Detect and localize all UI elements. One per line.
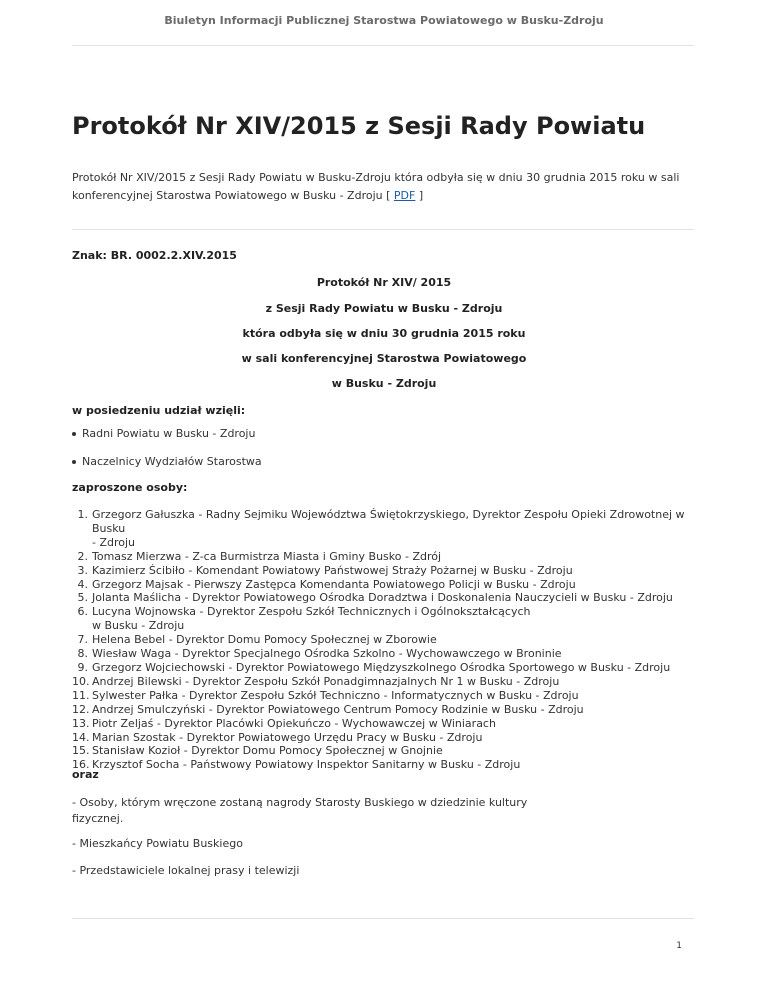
invited-person-text: Grzegorz Majsak - Pierwszy Zastępca Komendanta Powiatowego Policji w Busku - Zdroju (92, 577, 576, 591)
list-number: 14. (72, 730, 90, 744)
invited-person-text: Krzysztof Socha - Państwowy Powiatowy Inspektor Sanitarny w Busku - Zdroju (92, 758, 521, 772)
bullet-icon (72, 460, 76, 464)
list-item (72, 578, 702, 592)
summary-suffix: ] (415, 189, 424, 202)
bullet-icon (72, 432, 76, 436)
invited-person-text: Andrzej Bilewski - Dyrektor Zespołu Szkół Ponadgimnazjalnych Nr 1 w Busku - Zdroju (92, 674, 560, 688)
running-header: Biuletyn Informacji Publicznej Starostwa Powiatowego w Busku-Zdroju (164, 14, 604, 27)
invited-person-text: Kazimierz Ścibiło - Komendant Powiatowy Państwowej Straży Pożarnej w Busku - Zdroju (92, 563, 573, 577)
list-number: 9. (77, 660, 88, 674)
participant-text: Naczelnicy Wydziałów Starostwa (82, 455, 262, 468)
invited-person-text: Lucyna Wojnowska - Dyrektor Zespołu Szkół Technicznych i Ogólnokształcących (92, 605, 531, 619)
invited-person-text: Marian Szostak - Dyrektor Powiatowego Urzędu Pracy w Busku - Zdroju (92, 730, 483, 744)
list-number: 16. (72, 758, 90, 772)
participant-text: Radni Powiatu w Busku - Zdroju (82, 427, 256, 440)
page-number: 1 (676, 941, 682, 951)
invited-person-text: Grzegorz Gałuszka - Radny Sejmiku Województwa Świętokrzyskiego, Dyrektor Zespołu Opieki Zdrowotnej w Busku (92, 508, 685, 535)
page-title: Protokół Nr XIV/2015 z Sesji Rady Powiatu (72, 112, 646, 140)
invited-list (72, 508, 702, 772)
list-item (72, 675, 702, 689)
list-number: 2. (77, 549, 88, 563)
participants-list (72, 426, 262, 482)
heading-line: w Busku - Zdroju (331, 377, 437, 390)
participants-label: w posiedzeniu udział wzięli: (72, 404, 246, 417)
list-number: 13. (72, 716, 90, 730)
invited-label: zaproszone osoby: (72, 481, 188, 494)
list-number: 1. (77, 508, 88, 521)
invited-person-text: Andrzej Smulczyński - Dyrektor Powiatowego Centrum Pomocy Rodzinie w Busku - Zdroju (92, 702, 584, 716)
extra-paragraph: - Mieszkańcy Powiatu Buskiego (72, 837, 243, 850)
heading-line: która odbyła się w dniu 30 grudnia 2015 roku (242, 327, 526, 340)
list-item (72, 717, 702, 731)
pdf-link[interactable]: PDF (393, 189, 416, 202)
list-number: 10. (72, 674, 90, 688)
list-item (72, 564, 702, 578)
list-item (72, 758, 702, 772)
list-number: 15. (72, 744, 90, 758)
invited-person-text: Grzegorz Wojciechowski - Dyrektor Powiatowego Międzyszkolnego Ośrodka Sportowego w Busku - Zdroju (92, 660, 671, 674)
list-item (72, 550, 702, 564)
list-item (72, 454, 262, 469)
invited-person-text: - Zdroju (92, 535, 136, 549)
document-reference: Znak: BR. 0002.2.XIV.2015 (72, 249, 237, 262)
heading-line: Protokół Nr XIV/ 2015 (316, 276, 452, 289)
extra-paragraph: - Przedstawiciele lokalnej prasy i telewizji (72, 864, 300, 877)
list-number: 5. (77, 591, 88, 605)
list-number: 4. (77, 577, 88, 591)
list-item (72, 703, 702, 717)
section-divider (72, 229, 694, 230)
invited-person-text: Stanisław Kozioł - Dyrektor Domu Pomocy Społecznej w Gnojnie (92, 744, 443, 758)
list-number: 12. (72, 702, 90, 716)
list-item (72, 591, 702, 605)
list-number: 11. (72, 688, 90, 702)
heading-line: z Sesji Rady Powiatu w Busku - Zdroju (265, 302, 503, 315)
list-item (72, 605, 702, 633)
list-number: 3. (77, 563, 88, 577)
list-item (72, 633, 702, 647)
list-number: 6. (77, 605, 88, 619)
list-number: 7. (77, 633, 88, 647)
invited-person-text: Wiesław Waga - Dyrektor Specjalnego Ośrodka Szkolno - Wychowawczego w Broninie (92, 647, 562, 661)
heading-line: w sali konferencyjnej Starostwa Powiatowego (241, 352, 527, 365)
list-number: 8. (77, 647, 88, 661)
invited-person-text: Tomasz Mierzwa - Z-ca Burmistrza Miasta i Gminy Busko - Zdrój (92, 549, 442, 563)
invited-person-text: w Busku - Zdroju (92, 619, 185, 633)
list-item (72, 689, 702, 703)
list-item (72, 731, 702, 745)
invited-person-text: Piotr Zeljaś - Dyrektor Placówki Opiekuńczo - Wychowawczej w Winiarach (92, 716, 496, 730)
list-item (72, 647, 702, 661)
summary-text: Protokół Nr XIV/2015 z Sesji Rady Powiatu w Busku-Zdroju która odbyła się w dniu 30 grudnia 2015 roku w sali konferencyjnej Starostwa Powiatowego w Busku - Zdroju [ (72, 171, 680, 202)
extra-paragraph: - Osoby, którym wręczone zostaną nagrody Starosty Buskiego w dziedzinie kultury fizycznej. (72, 796, 528, 825)
list-item (72, 508, 702, 550)
invited-person-text: Jolanta Maślicha - Dyrektor Powiatowego Ośrodka Doradztwa i Doskonalenia Nauczycieli w Busku - Zdroju (92, 591, 673, 605)
header-divider (72, 45, 694, 46)
invited-person-text: Helena Bebel - Dyrektor Domu Pomocy Społecznej w Zborowie (92, 633, 437, 647)
invited-person-text: Sylwester Pałka - Dyrektor Zespołu Szkół Techniczno - Informatycznych w Busku - Zdroju (92, 688, 579, 702)
list-item (72, 661, 702, 675)
list-item (72, 744, 702, 758)
summary-paragraph (72, 169, 682, 205)
footer-divider (72, 918, 694, 919)
list-item (72, 426, 262, 441)
oraz-label: oraz (72, 768, 99, 781)
